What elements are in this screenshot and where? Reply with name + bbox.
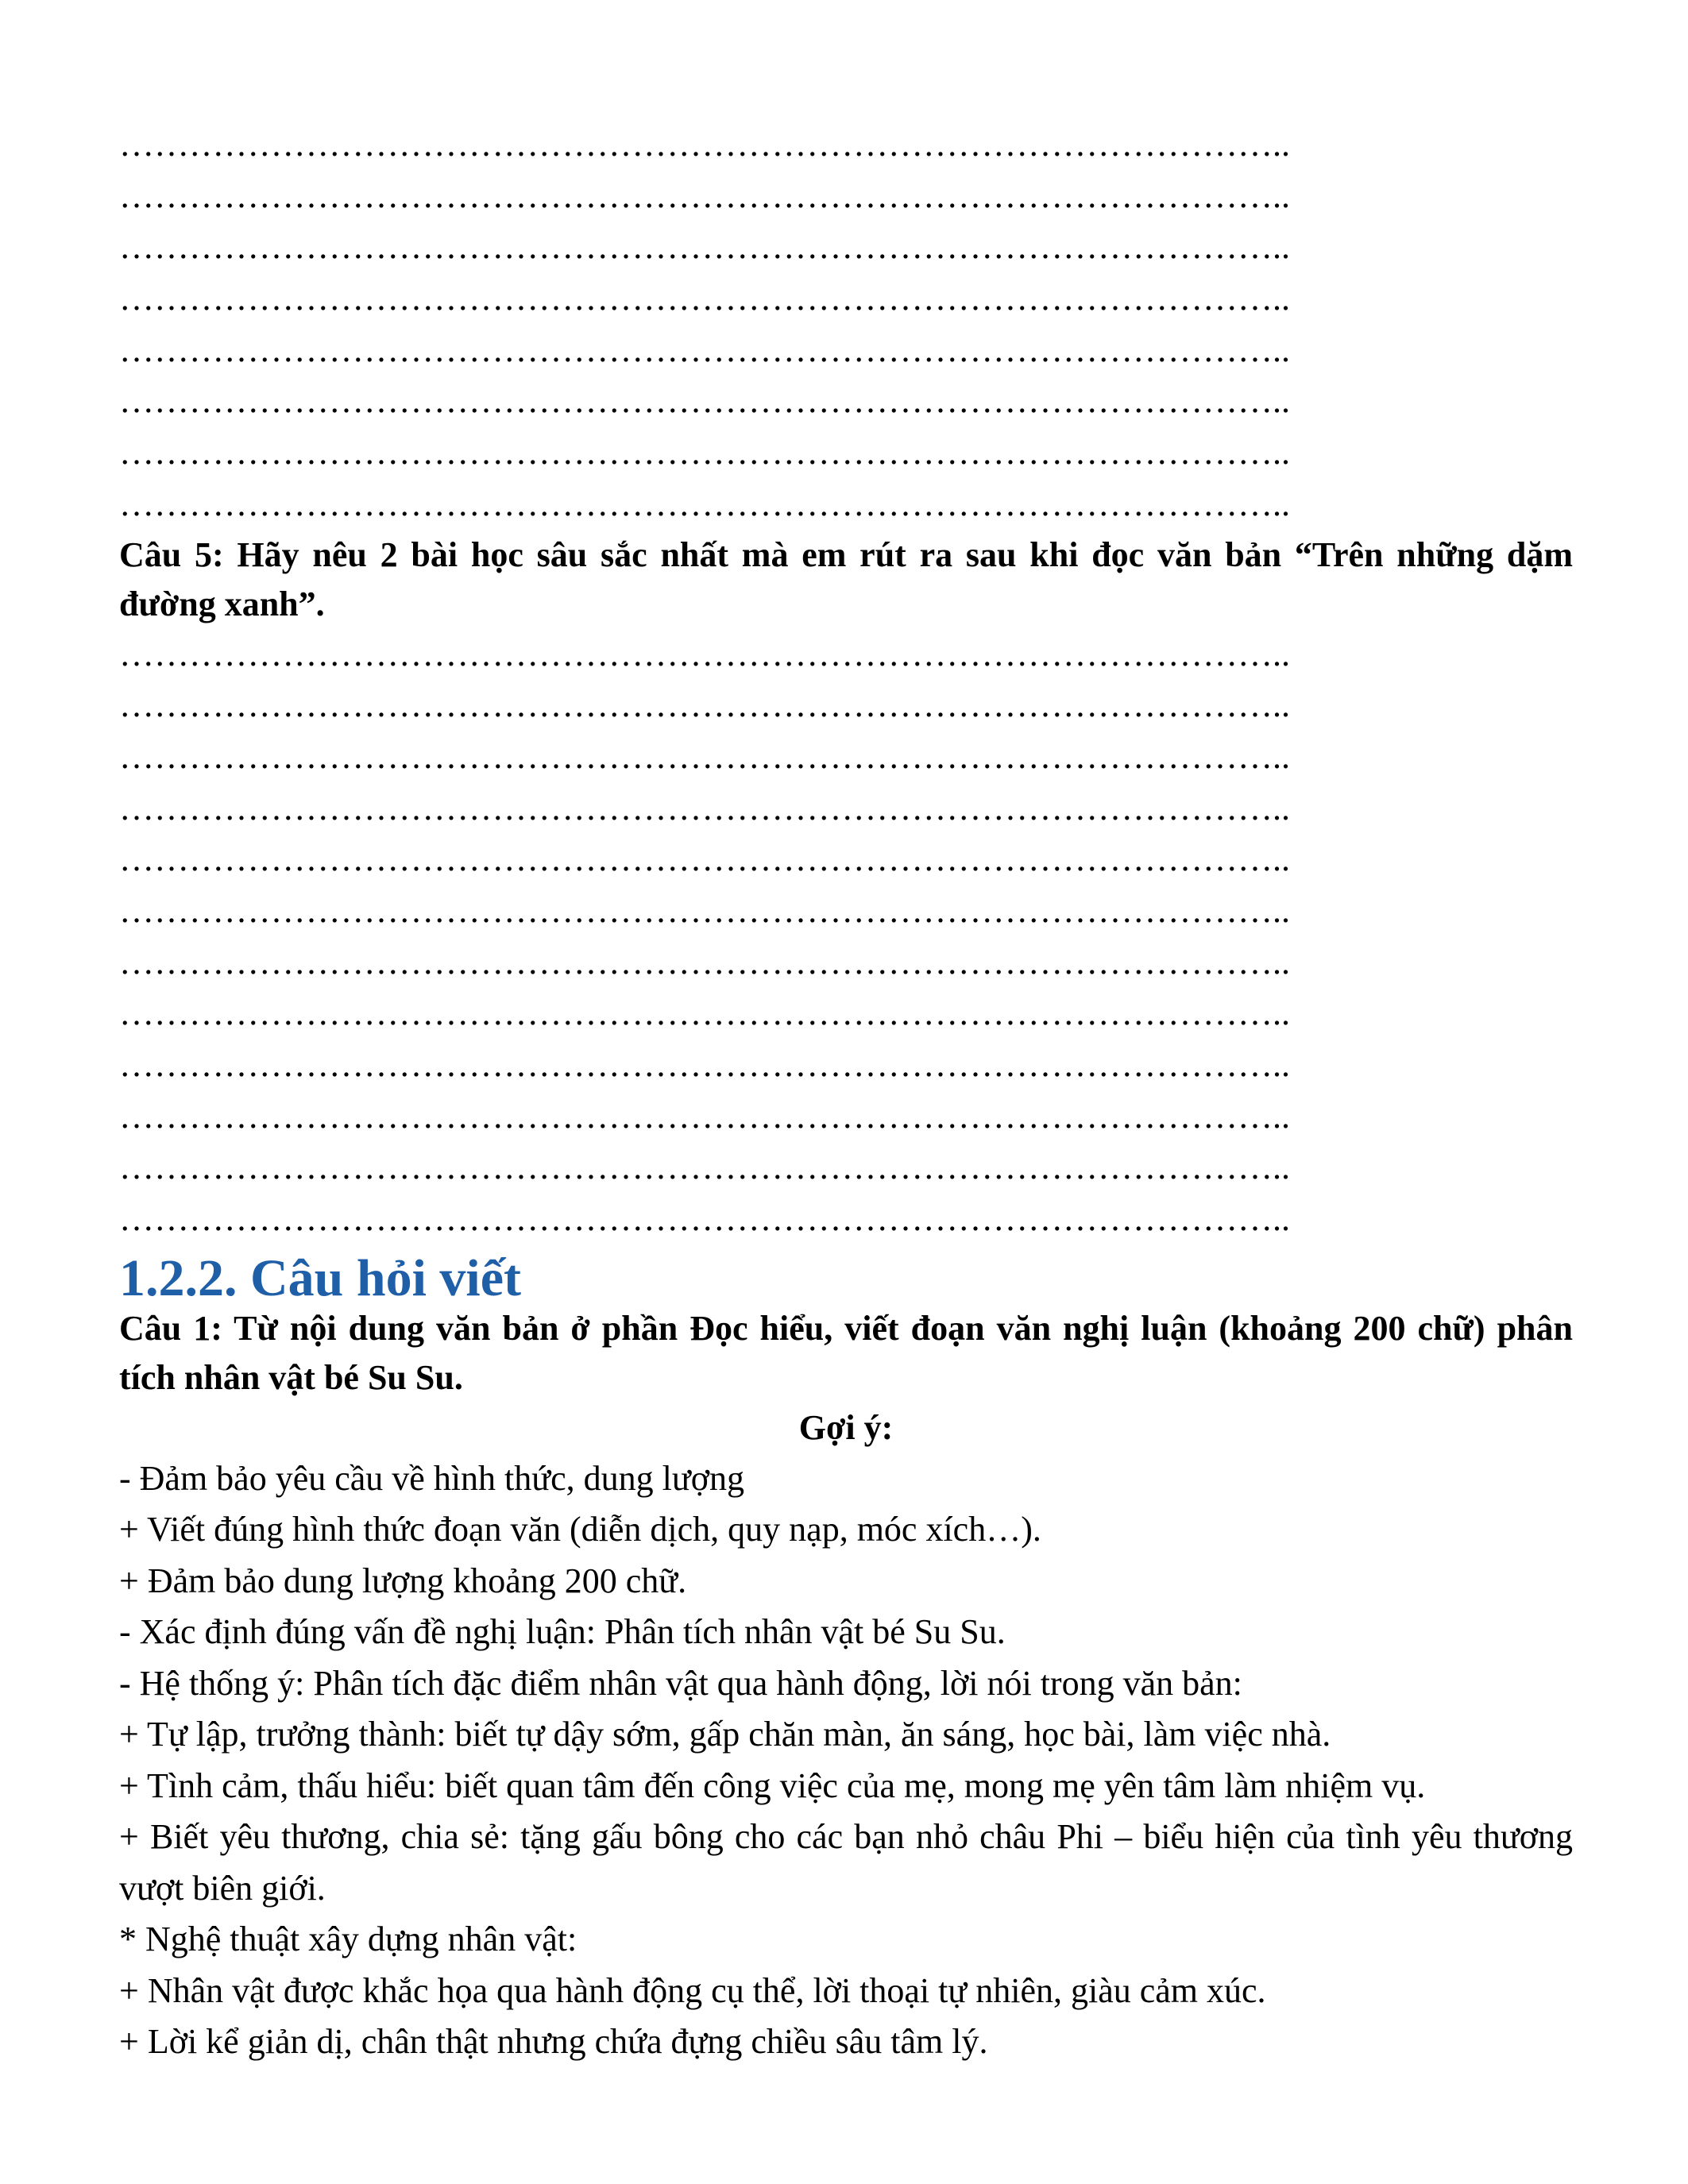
answer-line: ………………………………………………………………………………………..	[119, 1148, 1290, 1187]
hint-item: - Xác định đúng vấn đề nghị luận: Phân tích nhân vật bé Su Su.	[119, 1612, 1006, 1652]
hint-item: + Biết yêu thương, chia sẻ: tặng gấu bông cho các bạn nhỏ châu Phi – biểu hiện của tình yêu thương vượt biên giới.	[119, 1817, 1573, 1908]
document-page	[119, 119, 1573, 2068]
answer-line: ………………………………………………………………………………………..	[119, 1199, 1290, 1239]
hint-list	[119, 1453, 1573, 2068]
hint-item: + Tự lập, trưởng thành: biết tự dậy sớm, gấp chăn màn, ăn sáng, học bài, làm việc nhà.	[119, 1715, 1331, 1754]
hint-item: + Lời kể giản dị, chân thật nhưng chứa đựng chiều sâu tâm lý.	[119, 2022, 988, 2062]
answer-line: ………………………………………………………………………………………..	[119, 381, 1290, 421]
answer-line: ………………………………………………………………………………………..	[119, 176, 1290, 215]
answer-line: ………………………………………………………………………………………..	[119, 1045, 1290, 1084]
answer-line: ………………………………………………………………………………………..	[119, 227, 1290, 267]
answer-line: ………………………………………………………………………………………..	[119, 736, 1290, 776]
hint-item: + Tình cảm, thấu hiểu: biết quan tâm đến công việc của mẹ, mong mẹ yên tâm làm nhiệm vụ.	[119, 1765, 1426, 1805]
hint-item: - Hệ thống ý: Phân tích đặc điểm nhân vật qua hành động, lời nói trong văn bản:	[119, 1663, 1242, 1703]
answer-line: ………………………………………………………………………………………..	[119, 634, 1290, 673]
answer-line: ………………………………………………………………………………………..	[119, 890, 1290, 930]
answer-line: ………………………………………………………………………………………..	[119, 279, 1290, 318]
answer-line: ………………………………………………………………………………………..	[119, 330, 1290, 369]
answer-line: ………………………………………………………………………………………..	[119, 685, 1290, 725]
hint-item: - Đảm bảo yêu cầu về hình thức, dung lượng	[119, 1458, 744, 1498]
hint-item: + Viết đúng hình thức đoạn văn (diễn dịch, quy nạp, móc xích…).	[119, 1510, 1041, 1549]
question-1: Câu 1: Từ nội dung văn bản ở phần Đọc hiểu, viết đoạn văn nghị luận (khoảng 200 chữ) phân tích nhân vật bé Su Su.	[119, 1308, 1573, 1397]
answer-line: ………………………………………………………………………………………..	[119, 433, 1290, 473]
answer-line: ………………………………………………………………………………………..	[119, 125, 1290, 164]
hint-item: * Nghệ thuật xây dựng nhân vật:	[119, 1920, 577, 1959]
answer-lines-top	[119, 119, 1573, 531]
answer-line: ………………………………………………………………………………………..	[119, 839, 1290, 879]
section-heading: 1.2.2. Câu hỏi viết	[119, 1248, 522, 1307]
answer-line: ………………………………………………………………………………………..	[119, 942, 1290, 982]
answer-line: ………………………………………………………………………………………..	[119, 484, 1290, 523]
answer-lines-question-5	[119, 629, 1573, 1245]
question-5: Câu 5: Hãy nêu 2 bài học sâu sắc nhất mà em rút ra sau khi đọc văn bản “Trên những dặm đường xanh”.	[119, 534, 1573, 623]
hint-item: + Đảm bảo dung lượng khoảng 200 chữ.	[119, 1561, 687, 1600]
answer-line: ………………………………………………………………………………………..	[119, 1096, 1290, 1136]
hint-title: Gợi ý:	[798, 1407, 894, 1447]
hint-item: + Nhân vật được khắc họa qua hành động cụ thể, lời thoại tự nhiên, giàu cảm xúc.	[119, 1970, 1266, 2010]
answer-line: ………………………………………………………………………………………..	[119, 994, 1290, 1033]
answer-line: ………………………………………………………………………………………..	[119, 788, 1290, 828]
